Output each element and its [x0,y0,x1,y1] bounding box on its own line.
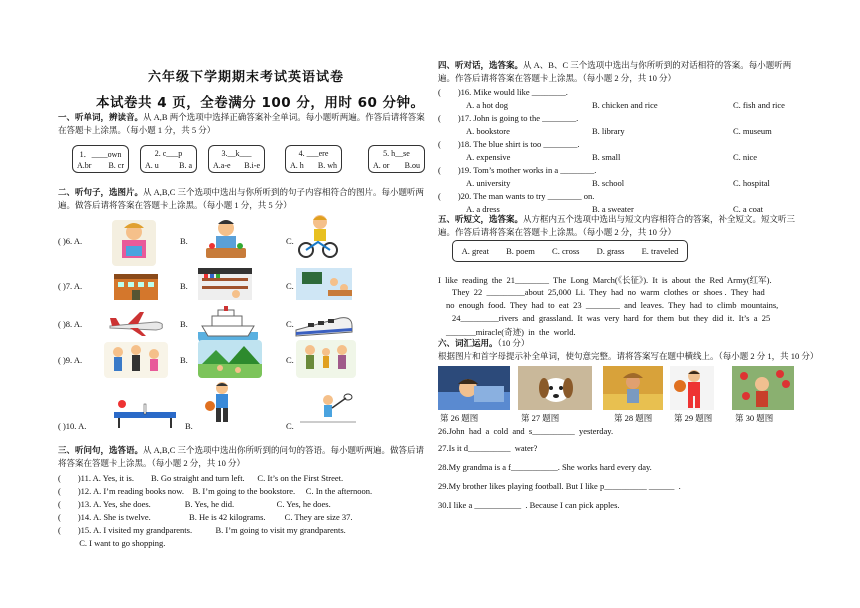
q18-question: ( )18. The blue shirt is too ________. [438,139,580,149]
option-a: A. great [461,246,489,256]
q16-option-c: C. fish and rice [733,100,785,110]
q28-farmer-photo [603,366,663,410]
q26-sick-boy-photo [438,366,510,410]
q15-line-c: C. I want to go shopping. [58,538,166,548]
part6-score: （10 分） [497,338,530,348]
q10-c-badminton-picture [298,392,358,426]
q7-a-school-building-picture [112,268,160,302]
q19-option-c: C. hospital [733,178,770,188]
option-e: E. traveled [641,246,679,256]
q14-line: ( )14. A. She is twelve. B. He is 42 kilograms. C. They are size 37. [58,512,353,522]
q26-sentence: 26.John had a cold and s__________ yesterday. [438,426,614,436]
part2-section [58,186,430,211]
q8-number: ( )8. A. [58,319,83,329]
q18-option-a: A. expensive [466,152,511,162]
q9-b-label: B. [180,355,188,365]
q9-a-family-picture [104,342,168,378]
q12-line: ( )12. A. I’m reading books now. B. I’m going to the bookstore. C. In the afternoon. [58,486,373,496]
part3-heading: 三、听问句，选答语。 [58,446,144,456]
part1-instruction: 从 A,B 两个选项中选择正确答案补全单词。每小题听两遍。作答后请将答案在答题卡上涂黑。（每小题 1 分，共 5 分） [58,112,425,135]
q10-number: ( )10. A. [58,421,87,431]
q7-number: ( )7. A. [58,281,83,291]
q7-b-bookstore-picture [196,266,254,302]
q19-option-b: B. school [592,178,625,188]
option-b: B. poem [506,246,535,256]
q7-c-label: C. [286,281,294,291]
q27-caption: 第 27 题图 [521,413,560,423]
part5-heading: 五、听短文，选答案。 [438,215,524,225]
q20-option-c: C. a coat [733,204,763,214]
q18-option-b: B. small [592,152,621,162]
q6-c-boy-cycling-picture [296,212,340,260]
q16-option-b: B. chicken and rice [592,100,658,110]
q6-a-girl-reading-picture [110,218,158,268]
part5-section [438,213,808,238]
option-c: C. cross [552,246,580,256]
q6-number: ( )6. A. [58,236,83,246]
word-box-5: 5. h__se A. or B.ou [368,145,425,173]
part4-instruction: 从 A、B、C 三个选项中选出与你所听到的对话相符的答案。每小题听两遍。作答后请将答案在答题卡上涂黑。（每小题 2 分，共 10 分） [438,60,792,83]
word-box-4: 4. ___ere A. h B. wh [285,145,342,173]
word-box-2: 2. c___p A. u B. a [140,145,197,173]
q11-line: ( )11. A. Yes, it is. B. Go straight and turn left. C. It’s on the First Street. [58,473,344,483]
q13-line: ( )13. A. Yes, she does. B. Yes, he did. C. Yes, he does. [58,499,331,509]
q19-question: ( )19. Tom’s mother works in a ________. [438,165,597,175]
q20-question: ( )20. The man wants to try ________ on. [438,191,595,201]
word-box-3: 3.__k___ A.a-e B.i-e [208,145,265,173]
passage-line-5: _______miracle(奇迹) in the world. [446,327,576,337]
option-d: D. grass [596,246,625,256]
q10-a-table-tennis-picture [112,398,178,428]
passage-line-4: 24_________rivers and grassland. It was very hard for them but they did it. It’s a 25 [452,313,771,323]
q29-basketball-girl-photo [670,366,714,410]
q10-b-label: B. [185,421,193,431]
q27-sentence: 27.Is it d__________ water? [438,443,538,453]
q9-number: ( )9. A. [58,355,83,365]
part2-instruction: 从 A,B,C 三个选项中选出与你所听到的句子内容相符合的图片。每小题听两遍。做答后请将答案在答题卡上涂黑。（每小题 1 分，共 5 分） [58,187,424,210]
exam-subtitle: 本试卷共 4 页，全卷满分 100 分，用时 60 分钟。 [96,95,425,111]
exam-title: 六年级下学期期末考试英语试卷 [148,70,345,85]
q6-b-label: B. [180,236,188,246]
q15-line: ( )15. A. I visited my grandparents. B. I’m going to visit my grandparents. [58,525,346,535]
q30-caption: 第 30 题图 [735,413,774,423]
q16-question: ( )16. Mike would like ________. [438,87,568,97]
part4-heading: 四、听对话，选答案。 [438,61,524,71]
q26-caption: 第 26 题图 [440,413,479,423]
part4-section [438,59,808,84]
q17-option-a: A. bookstore [466,126,510,136]
q9-c-grandparents-picture [296,340,356,378]
q17-option-b: B. library [592,126,625,136]
q29-sentence: 29.My brother likes playing football. But I like p__________ ______ . [438,481,681,491]
q8-b-ship-picture [198,306,258,342]
q28-caption: 第 28 题图 [614,413,653,423]
q10-b-basketball-boy-picture [202,380,242,430]
q8-c-train-picture [294,308,354,340]
q30-apple-picking-photo [732,366,794,410]
part2-heading: 二、听句子，选图片。 [58,188,144,198]
word-options-box [452,240,688,262]
q8-c-label: C. [286,319,294,329]
q6-b-boy-painting-picture [200,216,252,264]
part6-instruction: 根据图片和首字母提示补全单词，使句意完整。请将答案写在题中横线上。（每小题 2 分 1，共 10 分） [438,351,819,361]
q17-option-c: C. museum [733,126,772,136]
word-box-1: 1．____own A.br B. cr [72,145,129,173]
passage-line-1: I like reading the 21________ The Long March(《长征》). It is about the Red Army(红军). [438,275,772,285]
q9-c-label: C. [286,355,294,365]
q7-b-label: B. [180,281,188,291]
part6-section [438,337,808,350]
q17-question: ( )17. John is going to the ________. [438,113,579,123]
q27-dog-photo [518,366,592,410]
q30-sentence: 30.I like a ___________ . Because I can pick apples. [438,500,620,510]
q18-option-c: C. nice [733,152,758,162]
q16-option-a: A. a hot dog [466,100,509,110]
q7-c-classroom-picture [294,266,354,302]
q6-c-label: C. [286,236,294,246]
passage-line-3: no enough food. They had to eat 23 ________ and leaves. They had to climb mountains, [446,300,779,310]
q10-c-label: C. [286,421,294,431]
q20-option-b: B. a sweater [592,204,634,214]
q28-sentence: 28.My grandma is a f___________. She works hard every day. [438,462,652,472]
q29-caption: 第 29 题图 [674,413,713,423]
part1-heading: 一、听单词，辨读音。 [58,113,144,123]
q8-a-airplane-picture [106,310,166,338]
part3-section [58,444,430,469]
q9-b-picnic-picture [198,340,262,378]
q19-option-a: A. university [466,178,511,188]
part1-section [58,111,430,136]
q8-b-label: B. [180,319,188,329]
part5-instruction: 从方框内五个选项中选出与短文内容相符合的答案，补全短文。短文听三遍。作答后请将答案在答题卡上涂黑。（每小题 2 分，共 10 分） [438,214,796,237]
part3-instruction: 从 A,B,C 三个选项中选出你所听到的问句的答语。每小题听两遍。做答后请将答案在答题卡上涂黑。（每小题 2 分，共 10 分） [58,445,424,468]
part6-heading: 六、词汇运用。 [438,339,498,349]
passage-line-2: They 22 _________about 25,000 Li. They had no warm clothes or shoes . They had [452,287,765,297]
q20-option-a: A. a dress [466,204,500,214]
